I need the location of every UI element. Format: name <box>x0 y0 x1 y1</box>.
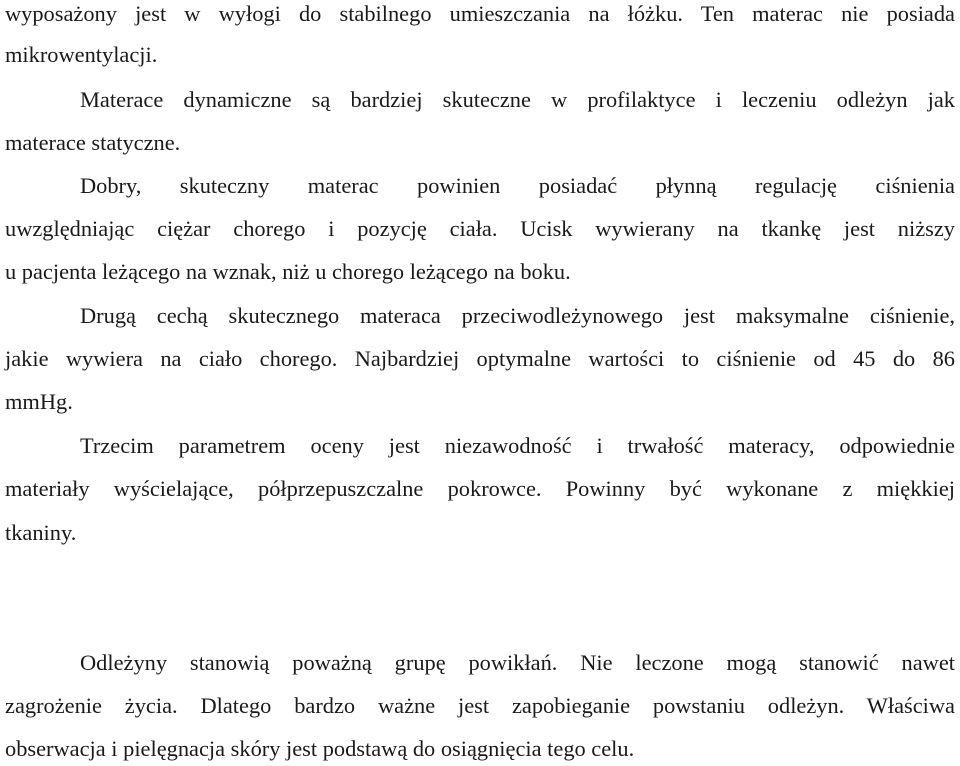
paragraph-line: Dobry, skuteczny materac powinien posiadać płynną regulację ciśnienia <box>80 173 955 198</box>
paragraph-line: wyposażony jest w wyłogi do stabilnego umieszczania na łóżku. Ten materac nie posiada <box>5 1 955 26</box>
paragraph-line: obserwacja i pielęgnacja skóry jest podstawą do osiągnięcia tego celu. <box>5 736 635 761</box>
paragraph-line: Drugą cechą skutecznego materaca przeciwodleżynowego jest maksymalne ciśnienie, <box>80 303 955 328</box>
paragraph-line: materace statyczne. <box>5 130 181 155</box>
paragraph-line: Trzecim parametrem oceny jest niezawodność i trwałość materacy, odpowiednie <box>80 433 955 458</box>
paragraph-line: zagrożenie życia. Dlatego bardzo ważne jest zapobieganie powstaniu odleżyn. Właściwa <box>5 693 955 718</box>
paragraph-line: tkaniny. <box>5 520 77 545</box>
paragraph-line: mikrowentylacji. <box>5 42 158 67</box>
paragraph-line: Odleżyny stanowią poważną grupę powikłań. Nie leczone mogą stanowić nawet <box>80 650 955 675</box>
paragraph-line: Materace dynamiczne są bardziej skuteczne w profilaktyce i leczeniu odleżyn jak <box>80 87 955 112</box>
paragraph-line: u pacjenta leżącego na wznak, niż u chorego leżącego na boku. <box>5 259 571 284</box>
paragraph-line: mmHg. <box>5 389 73 414</box>
paragraph-line: jakie wywiera na ciało chorego. Najbardziej optymalne wartości to ciśnienie od 45 do 86 <box>5 346 955 371</box>
paragraph-line: materiały wyścielające, półprzepuszczalne pokrowce. Powinny być wykonane z miękkiej <box>5 476 955 501</box>
paragraph-line: uwzględniając ciężar chorego i pozycję ciała. Ucisk wywierany na tkankę jest niższy <box>5 216 955 241</box>
